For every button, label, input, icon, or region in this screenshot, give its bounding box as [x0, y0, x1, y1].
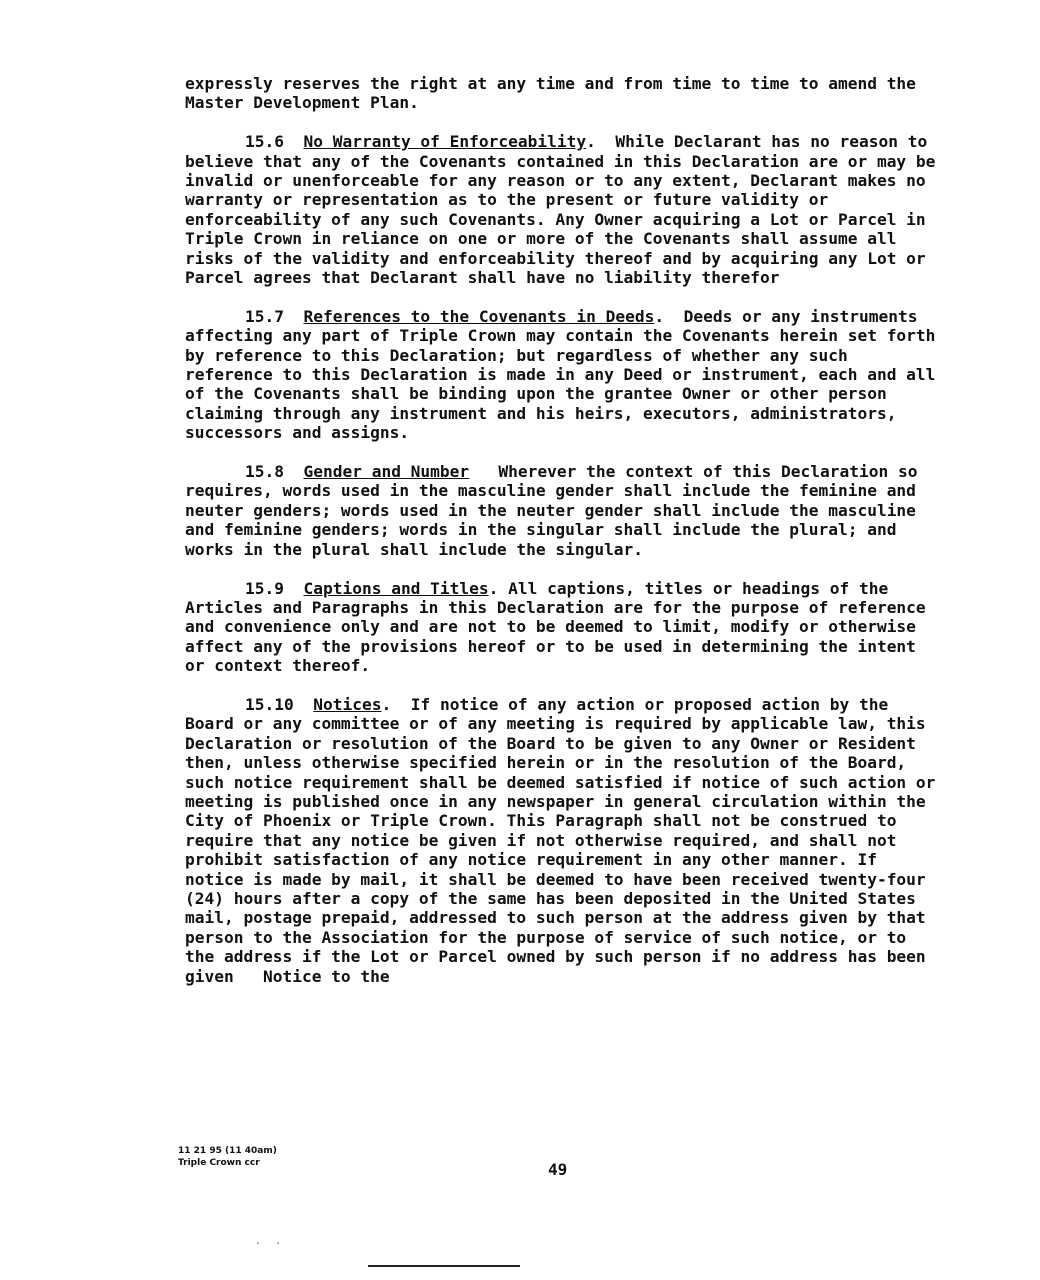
section-15-8 [185, 462, 945, 559]
section-text: Wherever the context of this Declaration so requires, words used in the masculine gender shall include the feminine and neuter genders; words used in the neuter gender shall include the masculine and feminine genders; words in the singular shall include the plural; and works in the plural shall include the singular. [185, 462, 928, 559]
opening-fragment: expressly reserves the right at any time and from time to time to amend the Master Development Plan. [185, 74, 926, 113]
section-15-7: 15.7 References to the Covenants in Deeds. Deeds or any instruments affecting any part of Triple Crown may contain the Covenants herein set forth by reference to this Declaration; but regardless of whether any such reference to this Declaration is made in any Deed or instrument, each and all of the Covenants shall be binding upon the grantee Owner or other person claiming through any instrument and his heirs, executors, administrators, successors and assigns. [185, 306, 946, 443]
page-number: 49 [548, 1160, 568, 1179]
section-number: 15.10 [245, 694, 294, 714]
section-heading: Gender and Number [303, 462, 470, 482]
footer-ref-line: 11 21 95 (11 40am) [178, 1146, 277, 1156]
section-text: If notice of any action or proposed action by the Board or any committee or of any meeting is required by applicable law, this Declaration or resolution of the Board to be given to any Owner or Resident then, unless otherwise specified herein or in the resolution of the Board, such notice requirement shall be deemed satisfied if notice of such action or meeting is published once in any newspaper in general circulation within the City of Phoenix or Triple Crown. This Paragraph shall not be construed to require that any notice be given if not otherwise required, and shall not prohibit satisfaction of any notice requirement in any other manner. If notice is made by mail, it shall be deemed to have been received twenty-four (24) hours after a copy of the same has been deposited in the United States mail, postage prepaid, addressed to such person at the address given by that person to the Association for the purpose of service of such notice, or to the address if the Lot or Parcel owned by such person if no address has been given Notice to the [185, 694, 946, 986]
section-heading: Notices [313, 694, 382, 714]
section-number: 15.6 [245, 132, 284, 152]
section-heading: No Warranty of Enforceability [303, 132, 587, 152]
section-15-9: 15.9 Captions and Titles. All captions, titles or headings of the Articles and Paragraphs in this Declaration are for the purpose of reference and convenience only and are not to be deemed to limit, modify or otherwise affect any of the provisions hereof or to be used in determining the intent or context thereof. [185, 578, 936, 676]
footer-reference [178, 1145, 277, 1169]
bottom-rule [368, 1265, 520, 1267]
section-text: While Declarant has no reason to believe that any of the Covenants contained in this Declaration are or may be invalid or unenforceable for any reason or to any extent, Declarant makes no warranty or representation as to the present or future validity or enforceability of any such Covenants. Any Owner acquiring a Lot or Parcel in Triple Crown in reliance on one or more of the Covenants shall assume all risks of the validity and enforceability thereof and by acquiring any Lot or Parcel agrees that Declarant shall have no liability therefor [185, 132, 946, 288]
section-heading: Captions and Titles [303, 578, 489, 598]
section-15-6: 15.6 No Warranty of Enforceability. While Declarant has no reason to believe that any of the Covenants contained in this Declaration are or may be invalid or unenforceable for any reason or to any extent, Declarant makes no warranty or representation as to the present or future validity or enforceability of any such Covenants. Any Owner acquiring a Lot or Parcel in Triple Crown in reliance on one or more of the Covenants shall assume all risks of the validity and enforceability thereof and by acquiring any Lot or Parcel agrees that Declarant shall have no liability therefor [185, 132, 946, 288]
section-text: Deeds or any instruments affecting any part of Triple Crown may contain the Covenants herein set forth by reference to this Declaration; but regardless of whether any such reference to this Declaration is made in any Deed or instrument, each and all of the Covenants shall be binding upon the grantee Owner or other person claiming through any instrument and his heirs, executors, administrators, successors and assigns. [185, 306, 946, 443]
section-number: 15.9 [245, 578, 284, 598]
document-body [185, 74, 945, 1005]
section-15-10: 15.10 Notices. If notice of any action or proposed action by the Board or any committee or of any meeting is required by applicable law, this Declaration or resolution of the Board to be given to any Owner or Resident then, unless otherwise specified herein or in the resolution of the Board, such notice requirement shall be deemed satisfied if notice of such action or meeting is published once in any newspaper in general circulation within the City of Phoenix or Triple Crown. This Paragraph shall not be construed to require that any notice be given if not otherwise required, and shall not prohibit satisfaction of any notice requirement in any other manner. If notice is made by mail, it shall be deemed to have been received twenty-four (24) hours after a copy of the same has been deposited in the United States mail, postage prepaid, addressed to such person at the address given by that person to the Association for the purpose of service of such notice, or to the address if the Lot or Parcel owned by such person if no address has been given Notice to the [185, 694, 946, 986]
stray-marks: . . [255, 1236, 286, 1247]
section-heading: References to the Covenants in Deeds [303, 306, 655, 326]
section-number: 15.8 [245, 462, 284, 482]
section-text: All captions, titles or headings of the Articles and Paragraphs in this Declaration are for the purpose of reference and convenience only and are not to be deemed to limit, modify or otherwise affect any of the provisions hereof or to be used in determining the intent or context thereof. [185, 578, 936, 676]
section-number: 15.7 [245, 306, 284, 326]
footer-ref-line: Triple Crown ccr [178, 1158, 260, 1168]
